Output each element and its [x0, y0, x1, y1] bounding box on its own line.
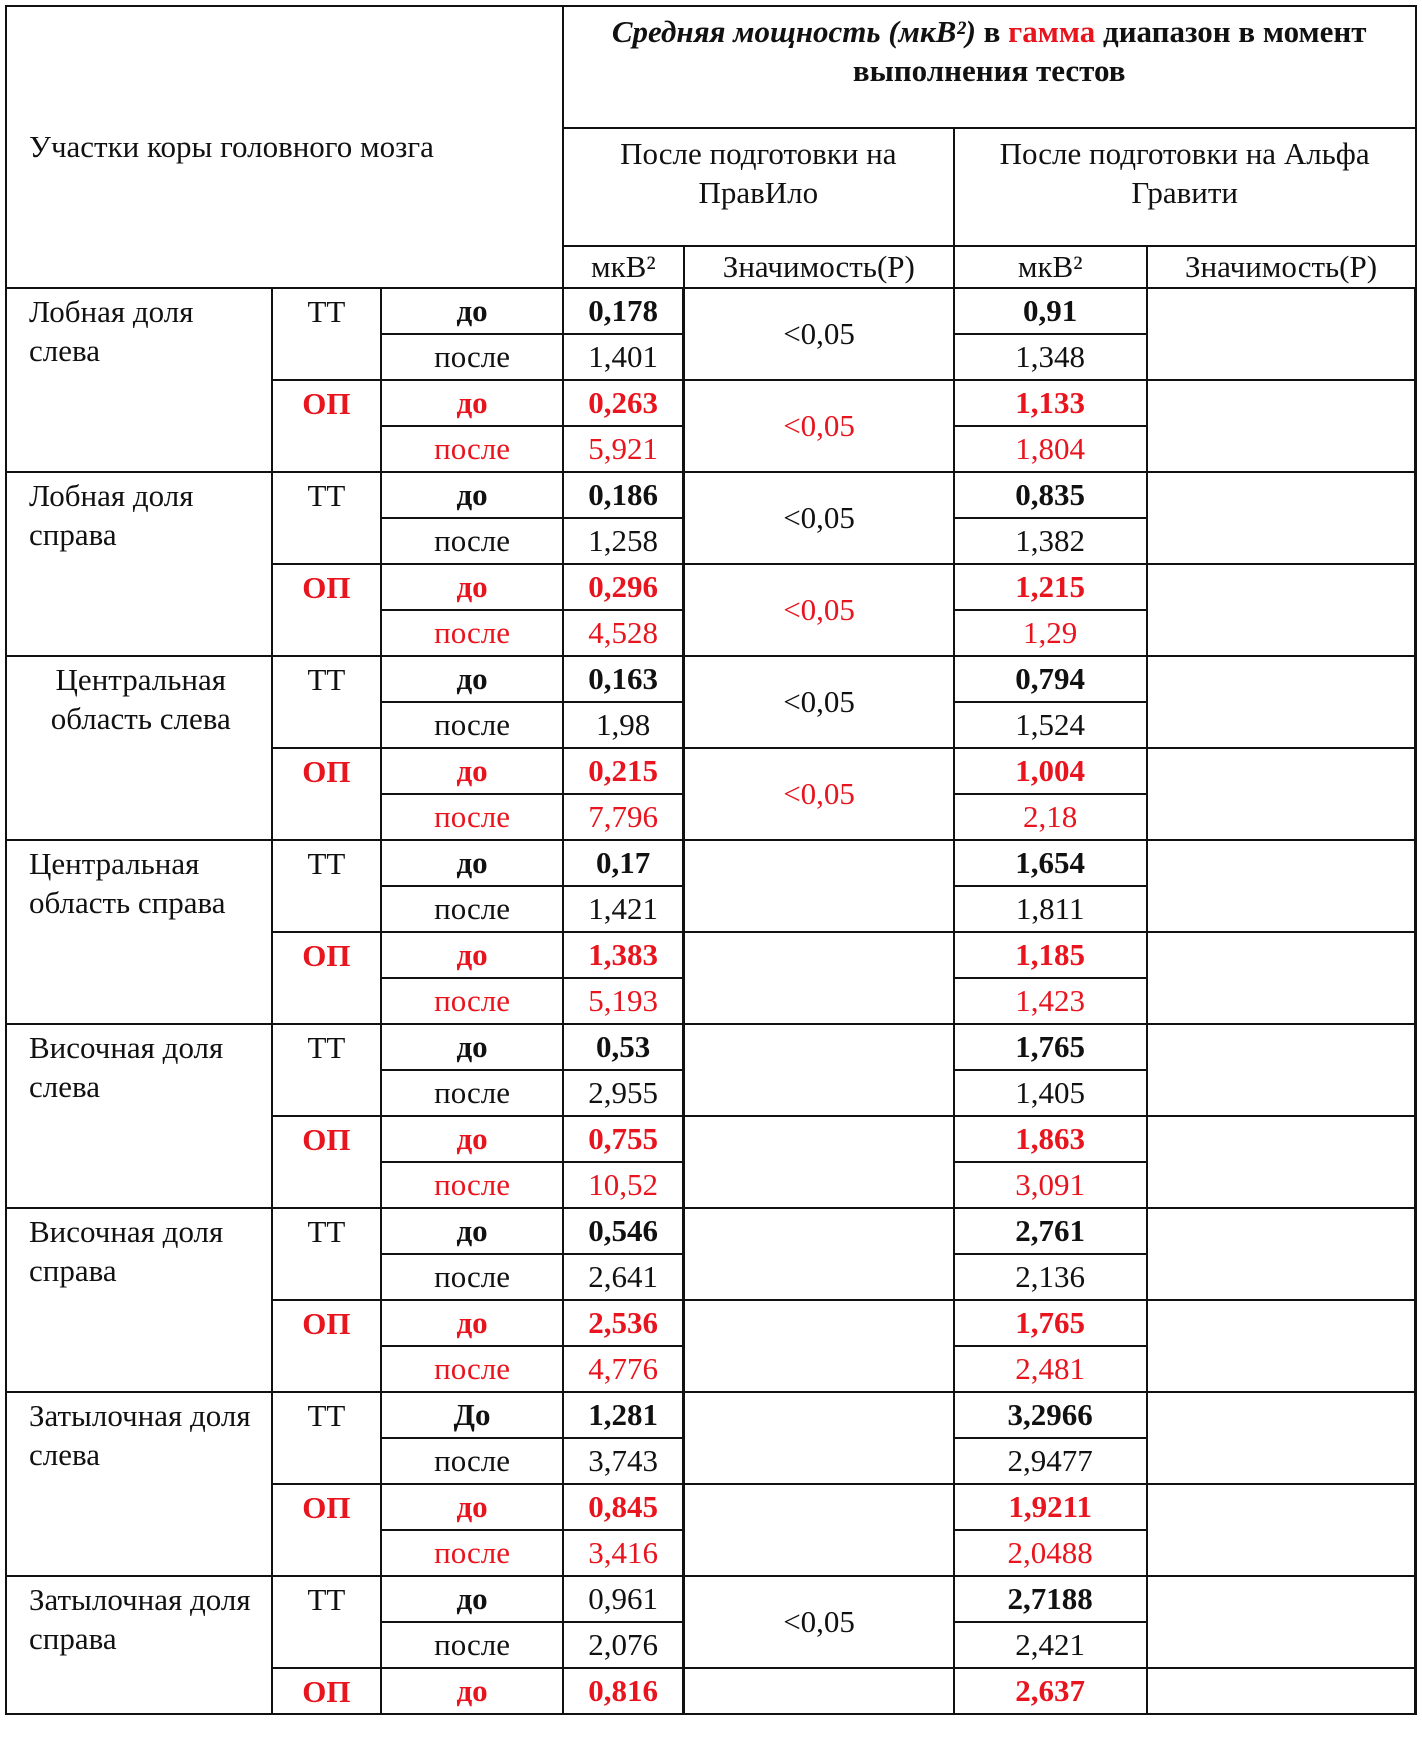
alfa-after-value: 3,091 [954, 1162, 1147, 1208]
pravilo-before-value: 0,816 [563, 1668, 684, 1714]
phase-before-label: до [381, 564, 563, 610]
region-label: Височная доля справа [6, 1208, 272, 1392]
phase-after-label: после [381, 1530, 563, 1576]
alfa-after-value: 1,29 [954, 610, 1147, 656]
table-row [6, 1024, 1416, 1070]
phase-before-label: до [381, 380, 563, 426]
pravilo-after-value: 5,921 [563, 426, 684, 472]
pravilo-after-value: 4,528 [563, 610, 684, 656]
pravilo-significance [684, 1484, 954, 1576]
pravilo-after-value: 3,743 [563, 1438, 684, 1484]
table-row [6, 288, 1416, 334]
group-label: ТТ [272, 656, 382, 748]
pravilo-before-value: 0,53 [563, 1024, 684, 1070]
pravilo-after-value: 10,52 [563, 1162, 684, 1208]
phase-before-label: до [381, 748, 563, 794]
alfa-before-value: 2,637 [954, 1668, 1147, 1714]
alfa-after-value: 1,405 [954, 1070, 1147, 1116]
region-label: Лобная доля слева [6, 288, 272, 472]
alfa-before-value: 1,133 [954, 380, 1147, 426]
pravilo-before-value: 0,263 [563, 380, 684, 426]
group-label: ОП [272, 748, 382, 840]
alfa-significance-empty [1147, 1484, 1416, 1576]
group-label: ТТ [272, 288, 382, 380]
pravilo-before-value: 0,186 [563, 472, 684, 518]
alfa-after-value: 1,348 [954, 334, 1147, 380]
header-title-in: в [975, 14, 1009, 49]
alfa-significance-empty [1147, 1300, 1416, 1392]
alfa-before-value: 2,7188 [954, 1576, 1147, 1622]
alfa-significance-empty [1147, 564, 1416, 656]
alfa-before-value: 1,004 [954, 748, 1147, 794]
region-label: Затылочная доля слева [6, 1392, 272, 1576]
pravilo-before-value: 0,215 [563, 748, 684, 794]
phase-after-label: после [381, 1254, 563, 1300]
phase-before-label: до [381, 840, 563, 886]
phase-before-label: до [381, 1024, 563, 1070]
phase-after-label: после [381, 610, 563, 656]
pravilo-after-value: 1,401 [563, 334, 684, 380]
alfa-before-value: 1,9211 [954, 1484, 1147, 1530]
phase-before-label: до [381, 1208, 563, 1254]
header-title-rest: диапазон в момент выполнения тестов [852, 14, 1367, 88]
pravilo-after-value: 7,796 [563, 794, 684, 840]
alfa-after-value: 1,423 [954, 978, 1147, 1024]
gamma-power-table [5, 5, 1417, 1715]
pravilo-after-value: 4,776 [563, 1346, 684, 1392]
pravilo-before-value: 0,178 [563, 288, 684, 334]
alfa-after-value: 1,524 [954, 702, 1147, 748]
alfa-significance-empty [1147, 748, 1416, 840]
phase-before-label: до [381, 1116, 563, 1162]
pravilo-significance: <0,05 [684, 1576, 954, 1668]
pravilo-significance [684, 1024, 954, 1116]
pravilo-after-value: 2,076 [563, 1622, 684, 1668]
alfa-before-value: 0,835 [954, 472, 1147, 518]
phase-before-label: до [381, 472, 563, 518]
phase-before-label: до [381, 656, 563, 702]
group-label: ОП [272, 1116, 382, 1208]
pravilo-before-value: 0,296 [563, 564, 684, 610]
region-label: Височная доля слева [6, 1024, 272, 1208]
region-label: Центральная область слева [6, 656, 272, 840]
phase-before-label: до [381, 1576, 563, 1622]
pravilo-significance: <0,05 [684, 288, 954, 380]
header-group-pravilo: После подготовки на ПравИло [563, 128, 954, 246]
table-row [6, 840, 1416, 886]
table-row [6, 656, 1416, 702]
header-unit-b: мкВ² [954, 246, 1147, 288]
group-label: ТТ [272, 840, 382, 932]
header-title [563, 6, 1416, 128]
header-sig-b: Значимость(P) [1147, 246, 1416, 288]
table-row [6, 1208, 1416, 1254]
phase-before-label: до [381, 932, 563, 978]
pravilo-significance [684, 1300, 954, 1392]
header-unit-a: мкВ² [563, 246, 684, 288]
alfa-significance-empty [1147, 932, 1416, 1024]
table-row [6, 472, 1416, 518]
phase-before-label: до [381, 288, 563, 334]
alfa-before-value: 0,91 [954, 288, 1147, 334]
alfa-before-value: 1,215 [954, 564, 1147, 610]
alfa-after-value: 2,421 [954, 1622, 1147, 1668]
alfa-after-value: 1,811 [954, 886, 1147, 932]
header-sig-a: Значимость(P) [684, 246, 954, 288]
pravilo-before-value: 1,281 [563, 1392, 684, 1438]
group-label: ОП [272, 1668, 382, 1714]
region-label: Центральная область справа [6, 840, 272, 1024]
pravilo-after-value: 3,416 [563, 1530, 684, 1576]
pravilo-significance: <0,05 [684, 656, 954, 748]
pravilo-significance: <0,05 [684, 380, 954, 472]
pravilo-after-value: 2,955 [563, 1070, 684, 1116]
group-label: ТТ [272, 1024, 382, 1116]
alfa-after-value: 2,136 [954, 1254, 1147, 1300]
pravilo-significance: <0,05 [684, 564, 954, 656]
phase-before-label: до [381, 1484, 563, 1530]
phase-after-label: после [381, 1622, 563, 1668]
pravilo-significance [684, 932, 954, 1024]
alfa-significance-empty [1147, 1668, 1416, 1714]
pravilo-significance [684, 1668, 954, 1714]
phase-after-label: после [381, 1070, 563, 1116]
pravilo-after-value: 5,193 [563, 978, 684, 1024]
phase-before-label: до [381, 1668, 563, 1714]
group-label: ОП [272, 380, 382, 472]
alfa-after-value: 2,481 [954, 1346, 1147, 1392]
phase-after-label: после [381, 978, 563, 1024]
phase-after-label: после [381, 518, 563, 564]
group-label: ТТ [272, 1208, 382, 1300]
pravilo-before-value: 0,961 [563, 1576, 684, 1622]
alfa-significance-empty [1147, 840, 1416, 932]
phase-before-label: до [381, 1300, 563, 1346]
pravilo-significance [684, 1116, 954, 1208]
table-row [6, 1392, 1416, 1438]
pravilo-before-value: 0,546 [563, 1208, 684, 1254]
alfa-significance-empty [1147, 380, 1416, 472]
alfa-significance-empty [1147, 472, 1416, 564]
pravilo-after-value: 1,421 [563, 886, 684, 932]
alfa-before-value: 3,2966 [954, 1392, 1147, 1438]
pravilo-before-value: 0,163 [563, 656, 684, 702]
alfa-after-value: 2,9477 [954, 1438, 1147, 1484]
pravilo-significance [684, 1208, 954, 1300]
alfa-before-value: 1,863 [954, 1116, 1147, 1162]
table-row [6, 1576, 1416, 1622]
pravilo-after-value: 2,641 [563, 1254, 684, 1300]
alfa-before-value: 1,654 [954, 840, 1147, 886]
alfa-before-value: 0,794 [954, 656, 1147, 702]
alfa-before-value: 2,761 [954, 1208, 1147, 1254]
group-label: ТТ [272, 1576, 382, 1668]
group-label: ТТ [272, 1392, 382, 1484]
pravilo-after-value: 1,258 [563, 518, 684, 564]
group-label: ТТ [272, 472, 382, 564]
gamma-power-table-page [5, 5, 1417, 1715]
region-label: Лобная доля справа [6, 472, 272, 656]
pravilo-before-value: 0,17 [563, 840, 684, 886]
region-label: Затылочная доля справа [6, 1576, 272, 1714]
alfa-before-value: 1,185 [954, 932, 1147, 978]
phase-after-label: после [381, 1162, 563, 1208]
pravilo-before-value: 0,845 [563, 1484, 684, 1530]
alfa-significance-empty [1147, 288, 1416, 380]
alfa-significance-empty [1147, 1116, 1416, 1208]
pravilo-significance [684, 1392, 954, 1484]
pravilo-significance: <0,05 [684, 748, 954, 840]
alfa-significance-empty [1147, 1576, 1416, 1668]
alfa-before-value: 1,765 [954, 1300, 1147, 1346]
alfa-significance-empty [1147, 1392, 1416, 1484]
group-label: ОП [272, 1300, 382, 1392]
alfa-before-value: 1,765 [954, 1024, 1147, 1070]
phase-after-label: после [381, 1346, 563, 1392]
header-title-band: гамма [1008, 14, 1096, 49]
pravilo-significance [684, 840, 954, 932]
header-title-italic: Средняя мощность (мкВ²) [611, 14, 976, 49]
pravilo-significance: <0,05 [684, 472, 954, 564]
pravilo-before-value: 0,755 [563, 1116, 684, 1162]
group-label: ОП [272, 564, 382, 656]
phase-after-label: после [381, 334, 563, 380]
alfa-significance-empty [1147, 656, 1416, 748]
alfa-after-value: 2,0488 [954, 1530, 1147, 1576]
group-label: ОП [272, 1484, 382, 1576]
alfa-significance-empty [1147, 1024, 1416, 1116]
alfa-after-value: 1,804 [954, 426, 1147, 472]
phase-after-label: после [381, 794, 563, 840]
phase-after-label: после [381, 1438, 563, 1484]
pravilo-after-value: 1,98 [563, 702, 684, 748]
phase-after-label: после [381, 426, 563, 472]
phase-after-label: после [381, 886, 563, 932]
pravilo-before-value: 2,536 [563, 1300, 684, 1346]
group-label: ОП [272, 932, 382, 1024]
pravilo-before-value: 1,383 [563, 932, 684, 978]
header-region-label: Участки коры головного мозга [6, 6, 563, 288]
alfa-after-value: 2,18 [954, 794, 1147, 840]
phase-before-label: До [381, 1392, 563, 1438]
header-group-alfa-graviti: После подготовки на Альфа Гравити [954, 128, 1416, 246]
phase-after-label: после [381, 702, 563, 748]
alfa-significance-empty [1147, 1208, 1416, 1300]
alfa-after-value: 1,382 [954, 518, 1147, 564]
